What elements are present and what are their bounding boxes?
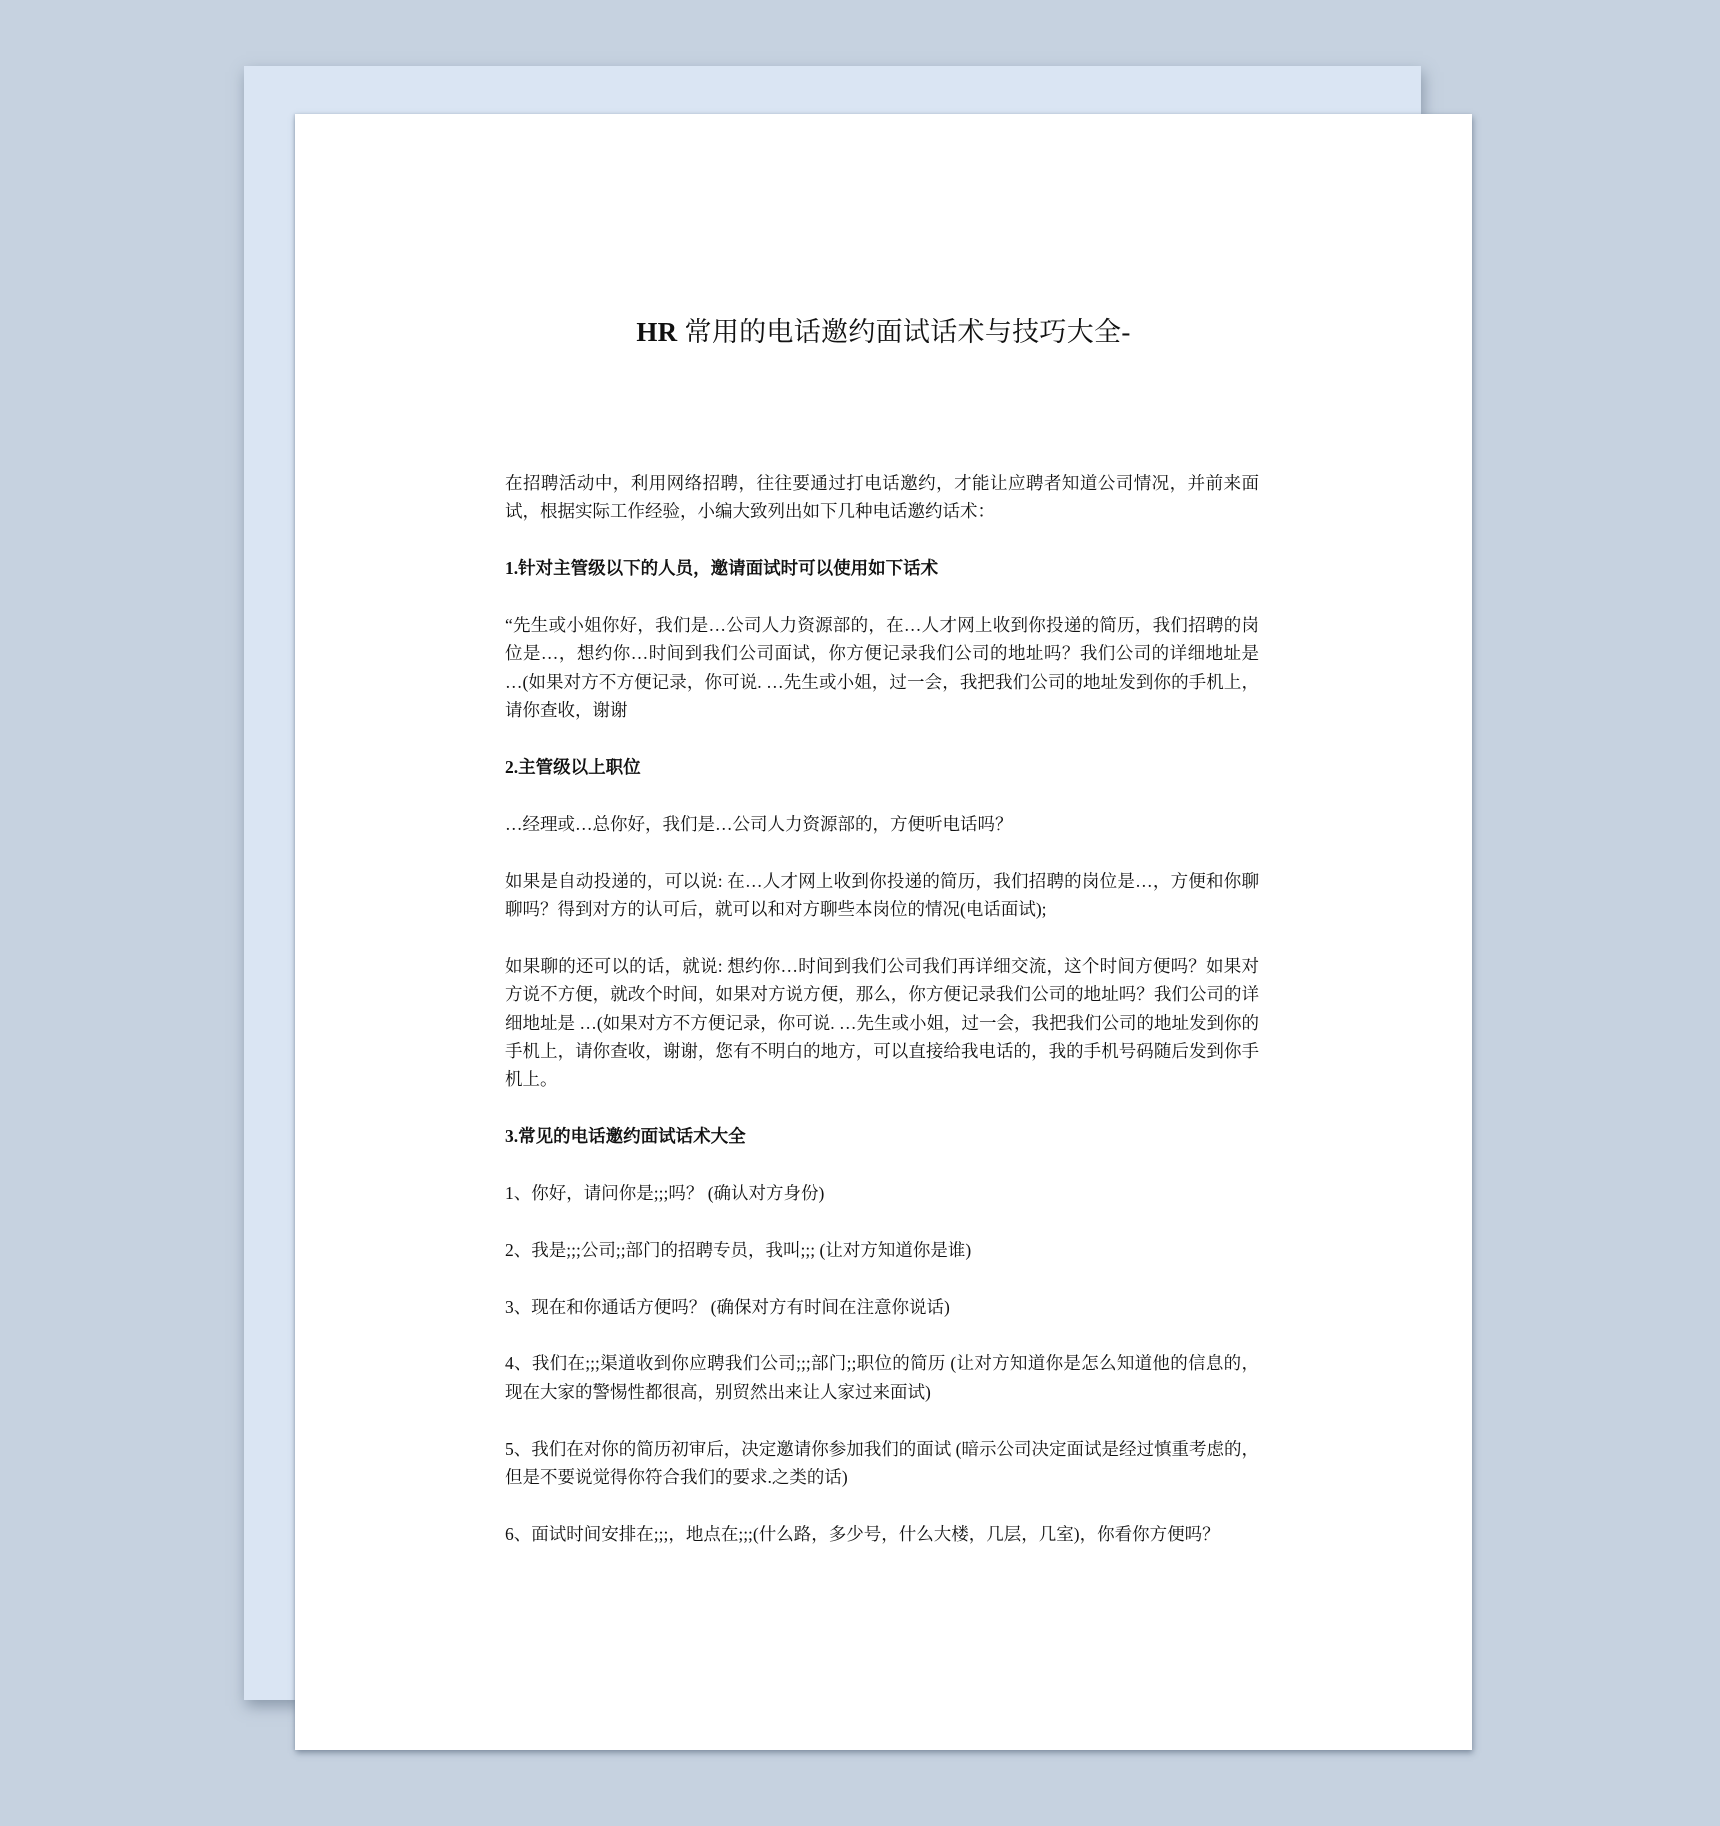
section-2-paragraph: 如果聊的还可以的话，就说: 想约你…时间到我们公司我们再详细交流，这个时间方便吗？如果对方说不方便，就改个时间，如果对方说方便，那么，你方便记录我们公司的地址吗？我们公司的详细地址是 …(如果对方不方便记录，你可说. …先生或小姐，过一会，我把我们公司的地址发到你的手机上，请你查收，谢谢，您有不明白的地方，可以直接给我电话的，我的手机号码随后发到你手机上。 <box>505 955 1259 1090</box>
list-item: 1、你好，请问你是;;;吗？ (确认对方身份) <box>505 1183 825 1204</box>
section-2-heading: 2.主管级以上职位 <box>505 757 641 778</box>
list-item: 5、我们在对你的简历初审后，决定邀请你参加我们的面试 (暗示公司决定面试是经过慎重考虑的，但是不要说觉得你符合我们的要求.之类的话) <box>505 1438 1259 1488</box>
section-2-paragraph: 如果是自动投递的，可以说: 在…人才网上收到你投递的简历，我们招聘的岗位是…，方便和你聊聊吗？得到对方的认可后，就可以和对方聊些本岗位的情况(电话面试); <box>505 870 1259 920</box>
list-item: 3、现在和你通话方便吗？ (确保对方有时间在注意你说话) <box>505 1296 950 1317</box>
document-body <box>505 469 1259 1577</box>
document-title <box>295 310 1472 349</box>
section-2-paragraph: …经理或…总你好，我们是…公司人力资源部的，方便听电话吗？ <box>505 813 1013 834</box>
document-page <box>295 114 1472 1750</box>
list-item: 2、我是;;;公司;;部门的招聘专员，我叫;;; (让对方知道你是谁) <box>505 1239 972 1260</box>
title-text: 常用的电话邀约面试话术与技巧大全- <box>677 317 1131 347</box>
list-item: 4、我们在;;;渠道收到你应聘我们公司;;;部门;;职位的简历 (让对方知道你是怎么知道他的信息的，现在大家的警惕性都很高，别贸然出来让人家过来面试) <box>505 1353 1259 1402</box>
section-3-heading: 3.常见的电话邀约面试话术大全 <box>505 1126 746 1147</box>
intro-paragraph: 在招聘活动中，利用网络招聘，往往要通过打电话邀约，才能让应聘者知道公司情况，并前来面试，根据实际工作经验，小编大致列出如下几种电话邀约话术： <box>505 473 1259 522</box>
title-prefix: HR <box>636 317 678 347</box>
section-1-body: “先生或小姐你好，我们是…公司人力资源部的，在…人才网上收到你投递的简历，我们招聘的岗位是…，想约你…时间到我们公司面试，你方便记录我们公司的地址吗？我们公司的详细地址是 …(如果对方不方便记录，你可说. …先生或小姐，过一会，我把我们公司的地址发到你的手机上，请你查收，谢谢 <box>505 615 1259 721</box>
list-item: 6、面试时间安排在;;;，地点在;;;(什么路，多少号，什么大楼，几层，几室)，你看你方便吗？ <box>505 1523 1220 1544</box>
section-1-heading: 1.针对主管级以下的人员，邀请面试时可以使用如下话术 <box>505 558 939 579</box>
